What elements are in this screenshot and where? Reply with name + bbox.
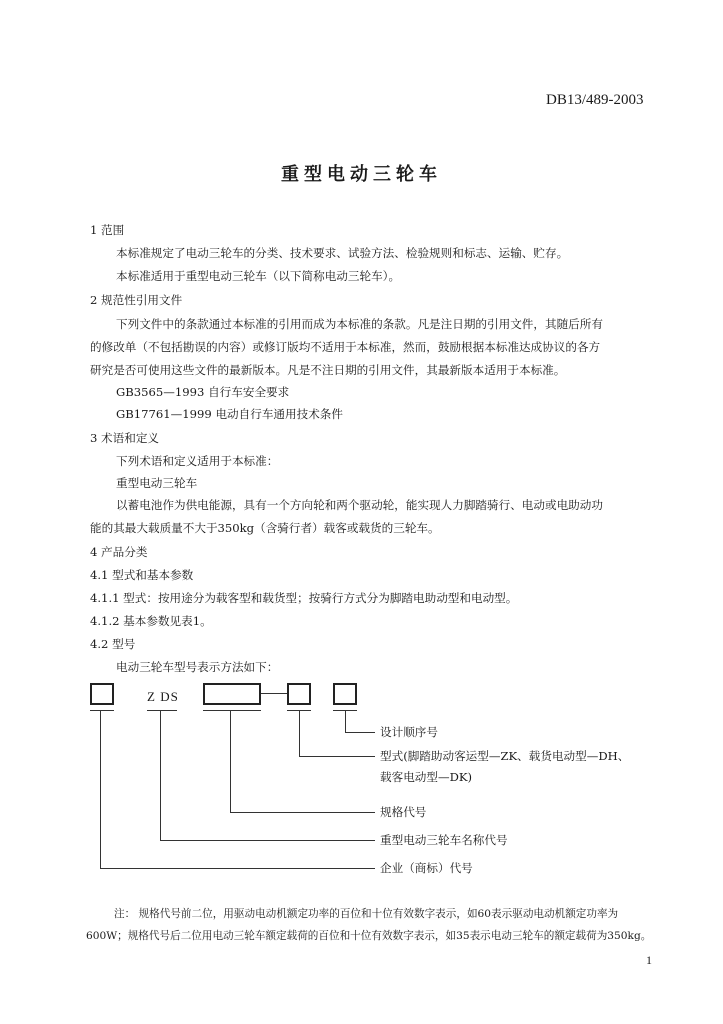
section-1-paragraph-1: 本标准规定了电动三轮车的分类、技术要求、试验方法、检验规则和标志、运输、贮存。 — [116, 246, 569, 260]
section-2-paragraph-line-2: 的修改单（不包括勘误的内容）或修订版均不适用于本标准，然而，鼓励根据本标准达成协议的各方 — [90, 340, 601, 354]
spec-code-label: 规格代号 — [380, 805, 427, 819]
type-label-line-1: 型式(脚踏助动客运型—ZK、载货电动型—DH、 — [380, 749, 630, 763]
section-4-1-heading: 4.1 型式和基本参数 — [90, 568, 194, 582]
section-4-heading: 4 产品分类 — [90, 545, 148, 559]
spec-leader-horizontal — [230, 812, 375, 813]
spec-underline — [203, 710, 261, 711]
section-3-paragraph: 下列术语和定义适用于本标准： — [116, 454, 279, 468]
section-2-paragraph-line-1: 下列文件中的条款通过本标准的引用而成为本标准的条款。凡是注日期的引用文件，其随后所有 — [116, 317, 603, 331]
name-underline — [147, 710, 177, 711]
page-number: 1 — [646, 953, 652, 967]
spec-code-box — [203, 683, 261, 705]
type-label-line-2: 载客电动型—DK) — [380, 770, 473, 784]
company-code-label: 企业（商标）代号 — [380, 861, 473, 875]
section-4-1-1: 4.1.1 型式：按用途分为载客型和载货型；按骑行方式分为脚踏电助动型和电动型。 — [90, 591, 518, 605]
name-leader-vertical — [160, 710, 161, 840]
section-2-paragraph-line-3: 研究是否可使用这些文件的最新版本。凡是不注日期的引用文件，其最新版本适用于本标准。 — [90, 363, 566, 377]
section-3-heading: 3 术语和定义 — [90, 431, 160, 445]
design-seq-label: 设计顺序号 — [380, 725, 438, 739]
section-1-heading: 1 范围 — [90, 223, 125, 237]
spec-leader-vertical — [230, 710, 231, 812]
section-1-paragraph-2: 本标准适用于重型电动三轮车（以下简称电动三轮车）。 — [116, 269, 401, 283]
note-line-2: 600W；规格代号后二位用电动三轮车额定载荷的百位和十位有效数字表示，如35表示电动三轮车的额定载荷为350kg。 — [86, 930, 652, 942]
document-title: 重型电动三轮车 — [281, 164, 442, 185]
reference-gb17761: GB17761—1999 电动自行车通用技术条件 — [116, 407, 343, 421]
term-name: 重型电动三轮车 — [116, 476, 198, 490]
company-code-box — [90, 683, 114, 705]
company-leader-vertical — [100, 710, 101, 868]
term-definition-line-2: 能的其最大载质量不大于350kg（含骑行者）载客或载货的三轮车。 — [90, 521, 440, 535]
company-leader-horizontal — [100, 868, 375, 869]
company-underline — [90, 710, 114, 711]
name-code-text: Z DS — [147, 689, 179, 704]
note-line-1: 注： 规格代号前二位，用驱动电动机额定功率的百位和十位有效数字表示，如60表示驱动电动机额定功率为 — [114, 908, 619, 920]
type-leader-vertical — [299, 710, 300, 756]
section-2-heading: 2 规范性引用文件 — [90, 293, 183, 307]
type-leader-horizontal — [299, 756, 375, 757]
standard-number: DB13/489-2003 — [546, 92, 644, 108]
name-code-label: 重型电动三轮车名称代号 — [380, 833, 508, 847]
section-4-2-paragraph: 电动三轮车型号表示方法如下： — [116, 660, 279, 674]
type-code-box — [287, 683, 311, 705]
name-leader-horizontal — [160, 840, 375, 841]
design-seq-box — [333, 683, 357, 705]
design-seq-leader-vertical — [345, 710, 346, 732]
term-definition-line-1: 以蓄电池作为供电能源，具有一个方向轮和两个驱动轮，能实现人力脚踏骑行、电动或电助动功 — [116, 498, 603, 512]
spec-type-dash — [261, 693, 287, 694]
section-4-1-2: 4.1.2 基本参数见表1。 — [90, 614, 212, 628]
reference-gb3565: GB3565—1993 自行车安全要求 — [116, 385, 290, 399]
design-seq-leader-horizontal — [345, 732, 375, 733]
section-4-2-heading: 4.2 型号 — [90, 637, 136, 651]
